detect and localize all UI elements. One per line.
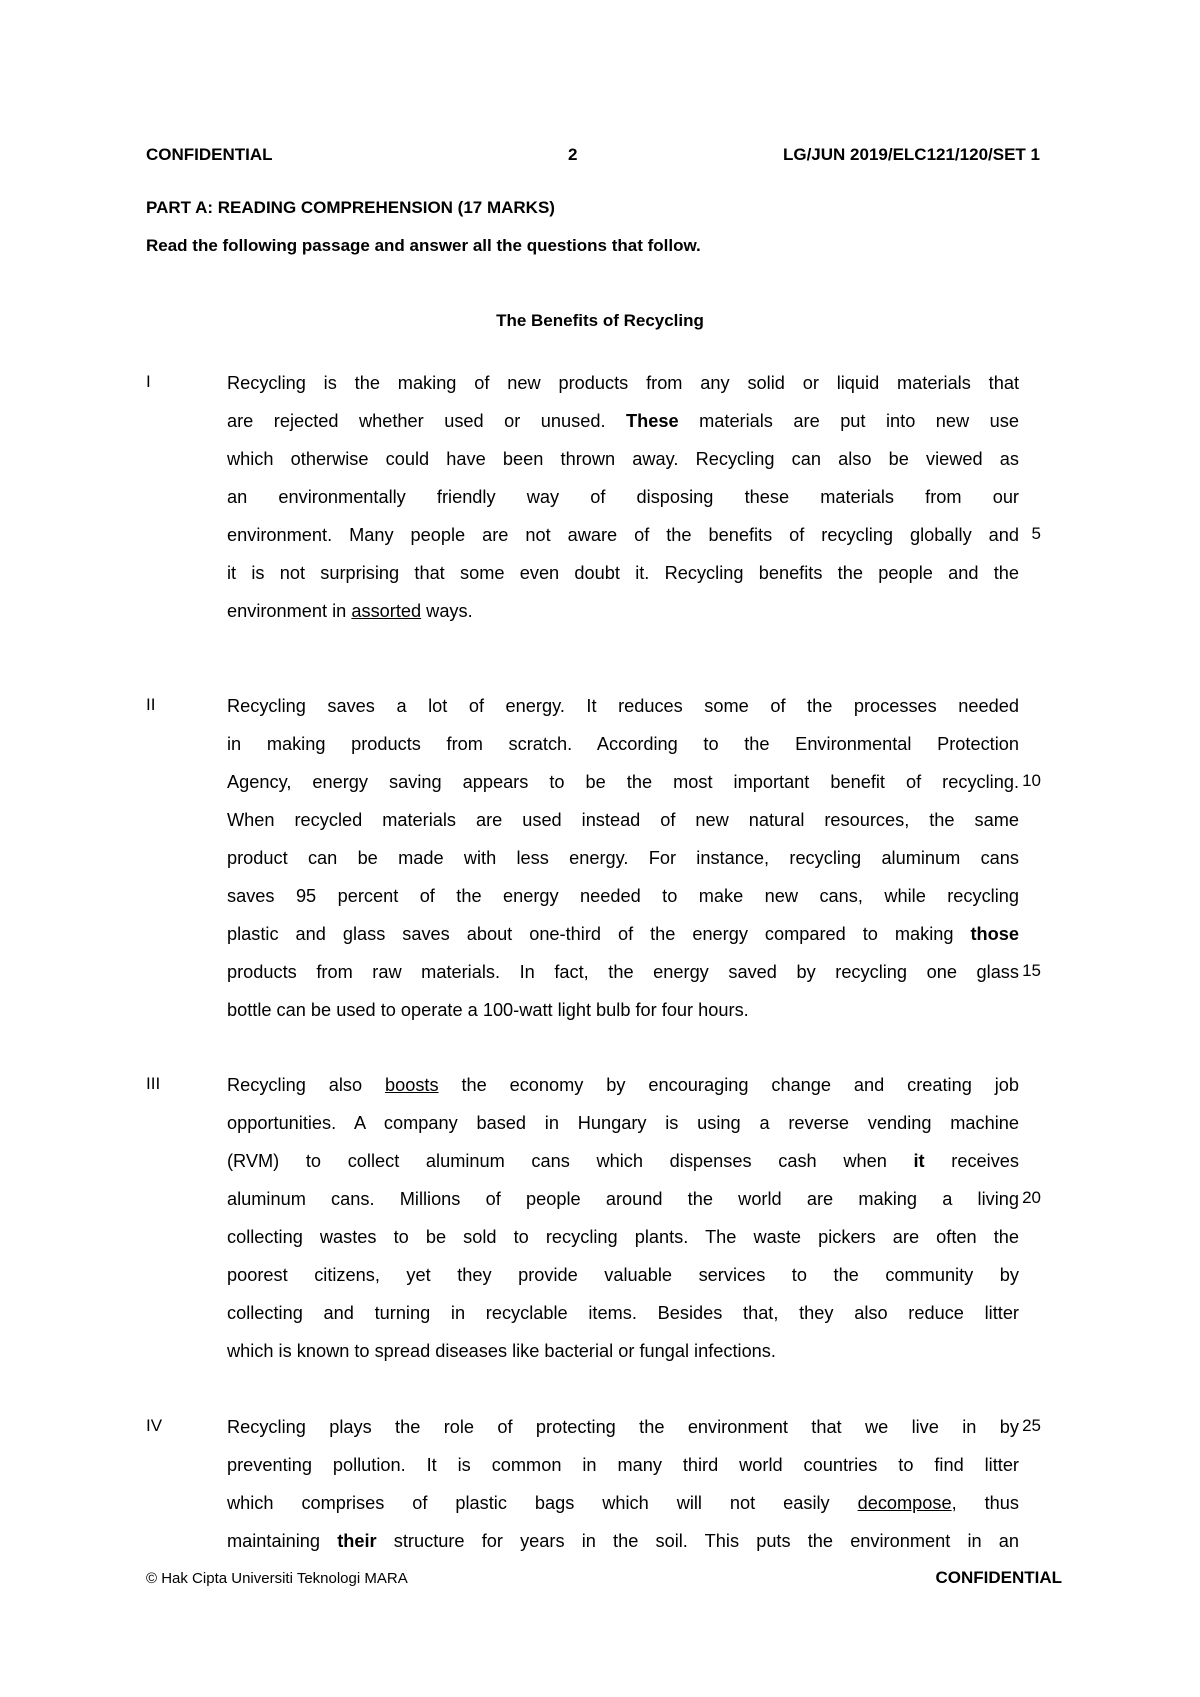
paragraph-number: III — [146, 1074, 161, 1093]
paragraph-line: poorest citizens, yet they provide valuable services to the community by — [227, 1265, 1019, 1285]
underlined-vocab-word: assorted — [351, 601, 422, 621]
paragraph-line: (RVM) to collect aluminum cans which dispenses cash when it receives — [227, 1151, 1020, 1171]
paragraph-line: Agency, energy saving appears to be the most important benefit of recycling. — [227, 772, 1019, 792]
paragraph-line: are rejected whether used or unused. These materials are put into new use — [227, 411, 1019, 431]
bold-reference-word: those — [970, 924, 1019, 944]
paragraph-line: saves 95 percent of the energy needed to make new cans, while recycling — [227, 886, 1019, 906]
paragraph-line: in making products from scratch. According to the Environmental Protection — [227, 734, 1019, 754]
part-title: PART A: READING COMPREHENSION (17 MARKS) — [146, 198, 555, 217]
paragraph-line: which otherwise could have been thrown away. Recycling can also be viewed as — [227, 449, 1019, 469]
paragraph-line: maintaining their structure for years in the soil. This puts the environment in an — [227, 1531, 1019, 1551]
paragraph-line: an environmentally friendly way of disposing these materials from our — [227, 487, 1019, 507]
bold-reference-word: it — [913, 1151, 925, 1171]
instruction: Read the following passage and answer all the questions that follow. — [146, 236, 701, 255]
paragraph-line: When recycled materials are used instead of new natural resources, the same — [227, 810, 1019, 830]
paragraph-body — [227, 687, 1019, 1029]
page-number: 2 — [568, 145, 578, 164]
bold-reference-word: These — [626, 411, 679, 431]
footer-confidential: CONFIDENTIAL — [935, 1568, 1062, 1587]
paragraph-line: which comprises of plastic bags which will not easily decompose, thus — [227, 1493, 1020, 1513]
bold-reference-word: their — [337, 1531, 377, 1551]
paragraph-line: preventing pollution. It is common in many third world countries to find litter — [227, 1455, 1019, 1475]
paragraph-number: II — [146, 695, 156, 714]
paragraph-line: Recycling also boosts the economy by encouraging change and creating job — [227, 1075, 1019, 1095]
paragraph-body — [227, 1408, 1019, 1560]
paragraph-line: Recycling plays the role of protecting the environment that we live in by — [227, 1417, 1019, 1437]
paragraph-line: environment in assorted ways. — [227, 601, 473, 621]
copyright-notice: © Hak Cipta Universiti Teknologi MARA — [146, 1570, 408, 1587]
paragraph-line: products from raw materials. In fact, the energy saved by recycling one glass — [227, 962, 1019, 982]
paragraph-line: environment. Many people are not aware of the benefits of recycling globally and — [227, 525, 1019, 545]
underlined-vocab-word: decompose — [857, 1493, 952, 1513]
document-code: LG/JUN 2019/ELC121/120/SET 1 — [782, 145, 1040, 164]
line-marker: 15 — [1022, 961, 1041, 980]
underlined-vocab-word: boosts — [384, 1075, 439, 1095]
line-marker: 25 — [1022, 1416, 1041, 1435]
paragraph-number: IV — [146, 1416, 163, 1435]
paragraph-line: bottle can be used to operate a 100-watt light bulb for four hours. — [227, 1000, 749, 1020]
paragraph-line: opportunities. A company based in Hungary is using a reverse vending machine — [227, 1113, 1019, 1133]
paragraph-number: I — [146, 372, 151, 391]
paragraph-line: collecting wastes to be sold to recycling plants. The waste pickers are often the — [227, 1227, 1019, 1247]
line-marker: 10 — [1022, 771, 1041, 790]
paragraph-line: aluminum cans. Millions of people around the world are making a living — [227, 1189, 1019, 1209]
paragraph-line: collecting and turning in recyclable items. Besides that, they also reduce litter — [227, 1303, 1019, 1323]
paragraph-line: which is known to spread diseases like bacterial or fungal infections. — [227, 1341, 776, 1361]
header-confidential: CONFIDENTIAL — [146, 145, 273, 164]
paragraph-line: Recycling saves a lot of energy. It reduces some of the processes needed — [227, 696, 1019, 716]
paragraph-line: it is not surprising that some even doubt it. Recycling benefits the people and the — [227, 563, 1019, 583]
paragraph-line: product can be made with less energy. For instance, recycling aluminum cans — [227, 848, 1019, 868]
paragraph-body — [227, 364, 1019, 630]
paragraph-line: plastic and glass saves about one-third of the energy compared to making those — [227, 924, 1019, 944]
paragraph-line: Recycling is the making of new products from any solid or liquid materials that — [227, 373, 1019, 393]
line-marker: 20 — [1022, 1188, 1041, 1207]
paragraph-body — [227, 1066, 1019, 1370]
line-marker: 5 — [1031, 524, 1041, 543]
passage-title: The Benefits of Recycling — [496, 311, 704, 330]
